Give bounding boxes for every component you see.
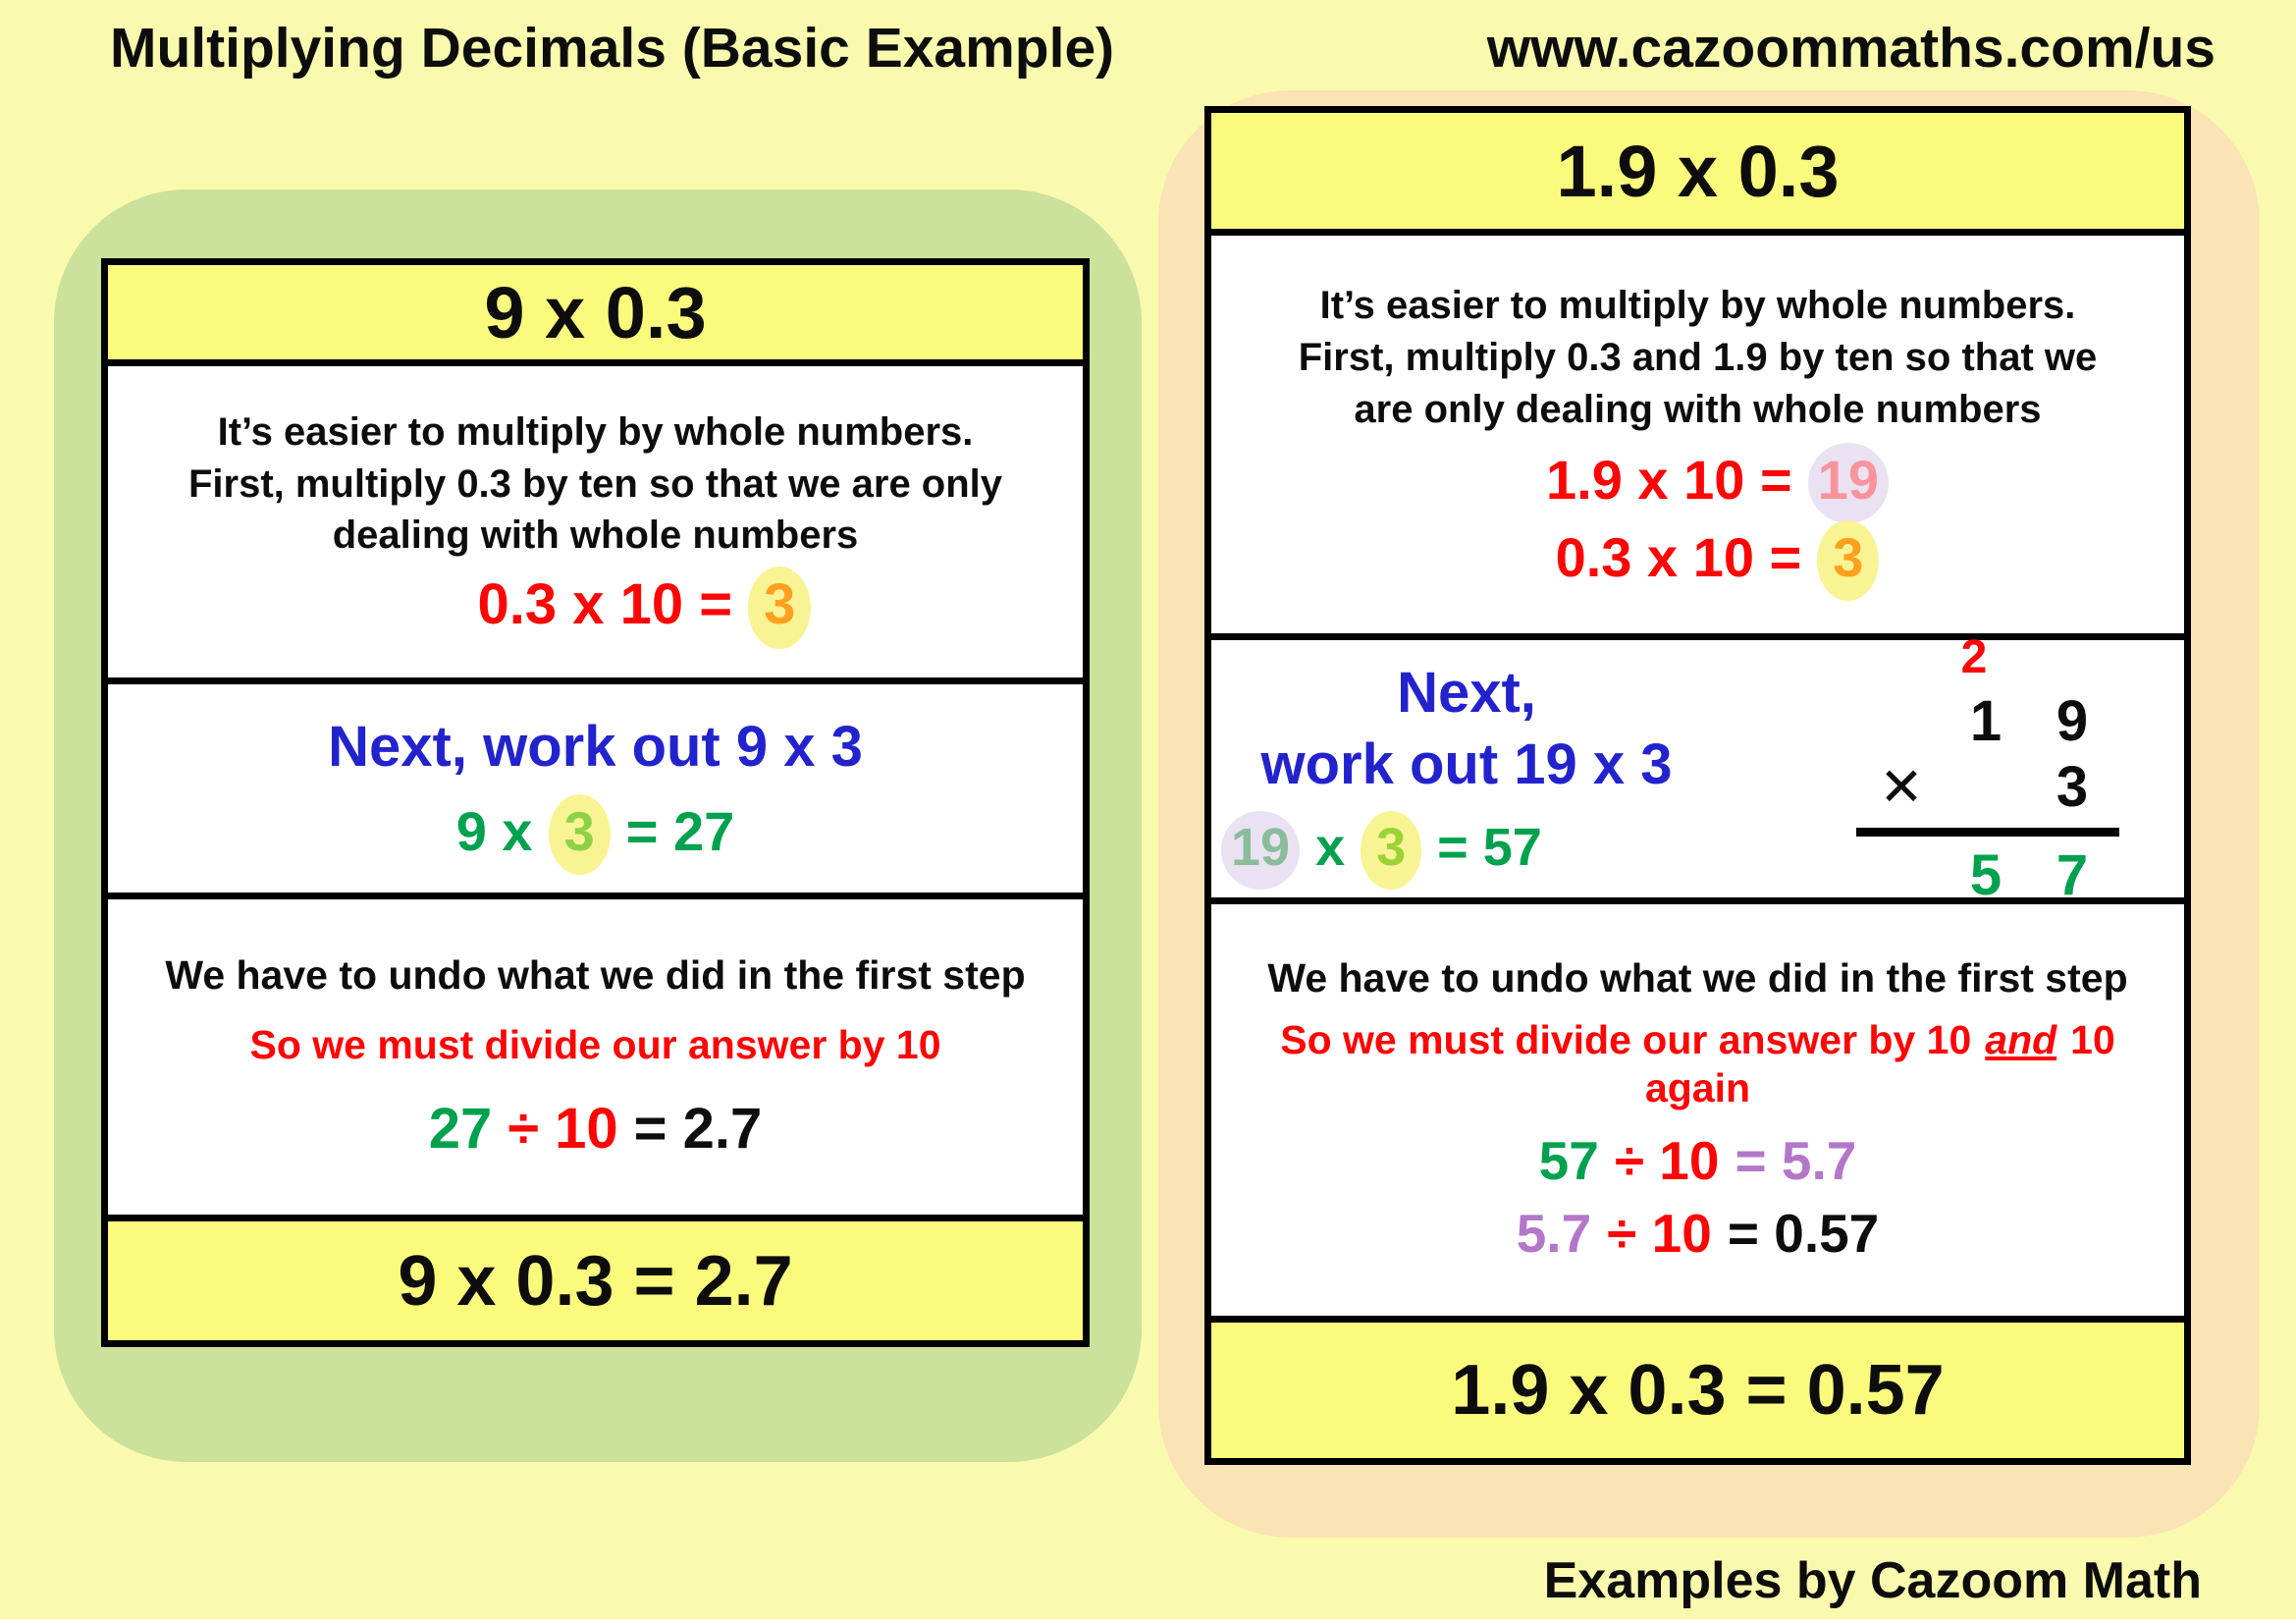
left-step2-eq-lhs: 9 x — [455, 800, 533, 862]
left-step2-eq-highlight-3: 3 — [549, 794, 611, 875]
right-step3-eq2-result: = 0.57 — [1727, 1203, 1880, 1264]
right-step1-equation2 — [1556, 525, 1880, 589]
mult-result-ones: 7 — [2056, 842, 2089, 907]
right-step2-prompt-line1: Next, — [1397, 661, 1536, 725]
right-step1-section — [1211, 236, 2184, 640]
left-step1-line2: First, multiply 0.3 by ten so that we are only — [187, 461, 1003, 506]
left-step1-line3: dealing with whole numbers — [332, 514, 859, 558]
mult-times-icon: ✕ — [1879, 757, 1924, 817]
left-result-bar — [108, 1221, 1083, 1340]
right-step2-section — [1211, 630, 2184, 907]
right-step1-equation1 — [1546, 448, 1889, 512]
right-example-title: 1.9 x 0.3 — [1556, 130, 1840, 212]
right-step1-eq2-lhs: 0.3 x 10 = — [1555, 525, 1802, 588]
left-step3-eq-result: = 2.7 — [633, 1097, 763, 1161]
mult-bottom-ones: 3 — [2056, 754, 2089, 819]
right-step3-section — [1211, 904, 2184, 1323]
left-step3-section — [108, 899, 1083, 1221]
credit-line: Examples by Cazoom Math — [1543, 1552, 2202, 1609]
mult-top-tens: 1 — [1969, 688, 2002, 753]
left-step2-eq-rhs: = 27 — [625, 800, 735, 862]
left-example-title: 9 x 0.3 — [484, 271, 707, 353]
right-step3-line2 — [1280, 1017, 2115, 1063]
left-step1-text — [188, 406, 1002, 562]
right-step2-equation — [1221, 817, 1542, 878]
left-step3-line1: We have to undo what we did in the first step — [165, 952, 1026, 998]
right-step1-eq1-lhs: 1.9 x 10 = — [1546, 448, 1792, 511]
right-step3-equation1 — [1539, 1129, 1857, 1192]
left-step3-equation — [429, 1096, 763, 1162]
right-step3-eq1-57: 57 — [1538, 1130, 1599, 1191]
right-step1-eq2-answer-highlight: 3 — [1817, 520, 1879, 601]
left-example-header — [108, 265, 1083, 366]
right-step3-line1: We have to undo what we did in the first step — [1267, 955, 2128, 1001]
right-step3-line3: again — [1644, 1065, 1751, 1110]
mult-top-ones: 9 — [2056, 688, 2089, 753]
site-url: www.cazoommaths.com/us — [1486, 17, 2216, 80]
right-step3-eq1-result: = 5.7 — [1735, 1130, 1857, 1191]
right-step1-line3: are only dealing with whole numbers — [1354, 387, 2042, 431]
left-step3-eq-27: 27 — [428, 1097, 493, 1161]
mult-carry-digit: 2 — [1960, 630, 1988, 683]
left-step2-equation — [456, 799, 735, 863]
right-step1-line2: First, multiply 0.3 and 1.9 by ten so that we — [1298, 336, 2098, 380]
mult-result-tens: 5 — [1969, 842, 2002, 907]
left-step3-eq-divide10: ÷ 10 — [507, 1097, 618, 1161]
right-result: 1.9 x 0.3 = 0.57 — [1451, 1351, 1945, 1430]
left-step1-eq-lhs: 0.3 x 10 = — [477, 572, 733, 637]
right-example-header — [1211, 113, 2184, 236]
right-step3-equation2 — [1517, 1202, 1880, 1265]
right-step3-eq2-divide10: ÷ 10 — [1607, 1203, 1712, 1264]
page-bottom-edge — [0, 1619, 2296, 1624]
right-step3-eq2-57: 5.7 — [1516, 1203, 1592, 1264]
right-step2-prompt-block — [1211, 660, 1722, 878]
left-step2-prompt: Next, work out 9 x 3 — [328, 715, 863, 779]
right-step2-eq-times: x — [1315, 818, 1346, 877]
left-step2-section — [108, 684, 1083, 899]
right-step2-eq-result: = 57 — [1437, 818, 1542, 877]
left-example-box — [101, 258, 1090, 1347]
left-step1-equation — [478, 571, 812, 637]
right-step1-eq1-answer-highlight: 19 — [1808, 443, 1889, 523]
left-result: 9 x 0.3 = 2.7 — [398, 1241, 793, 1321]
mult-rule-line — [1856, 828, 2119, 837]
right-example-box — [1204, 106, 2191, 1465]
right-step1-text — [1299, 280, 2098, 435]
right-step3-line2-end: 10 — [2070, 1017, 2115, 1062]
long-multiplication-block — [1860, 630, 2115, 908]
left-step1-section — [108, 366, 1083, 684]
right-result-bar — [1211, 1323, 2184, 1458]
right-step3-line2-start: So we must divide our answer by 10 — [1280, 1017, 1972, 1062]
left-step1-line1: It’s easier to multiply by whole numbers. — [217, 409, 974, 454]
right-step3-eq1-divide10: ÷ 10 — [1614, 1130, 1720, 1191]
page-title: Multiplying Decimals (Basic Example) — [110, 17, 1115, 80]
right-step2-eq-19-highlight: 19 — [1221, 811, 1300, 890]
right-step3-and-emphasis: and — [1985, 1017, 2057, 1062]
right-step2-prompt-line2: work out 19 x 3 — [1260, 732, 1673, 796]
left-step1-eq-answer-highlight: 3 — [748, 567, 811, 649]
right-step1-line1: It’s easier to multiply by whole numbers. — [1319, 284, 2076, 328]
left-step3-line2: So we must divide our answer by 10 — [249, 1022, 941, 1067]
right-step2-eq-3-highlight: 3 — [1361, 811, 1421, 890]
